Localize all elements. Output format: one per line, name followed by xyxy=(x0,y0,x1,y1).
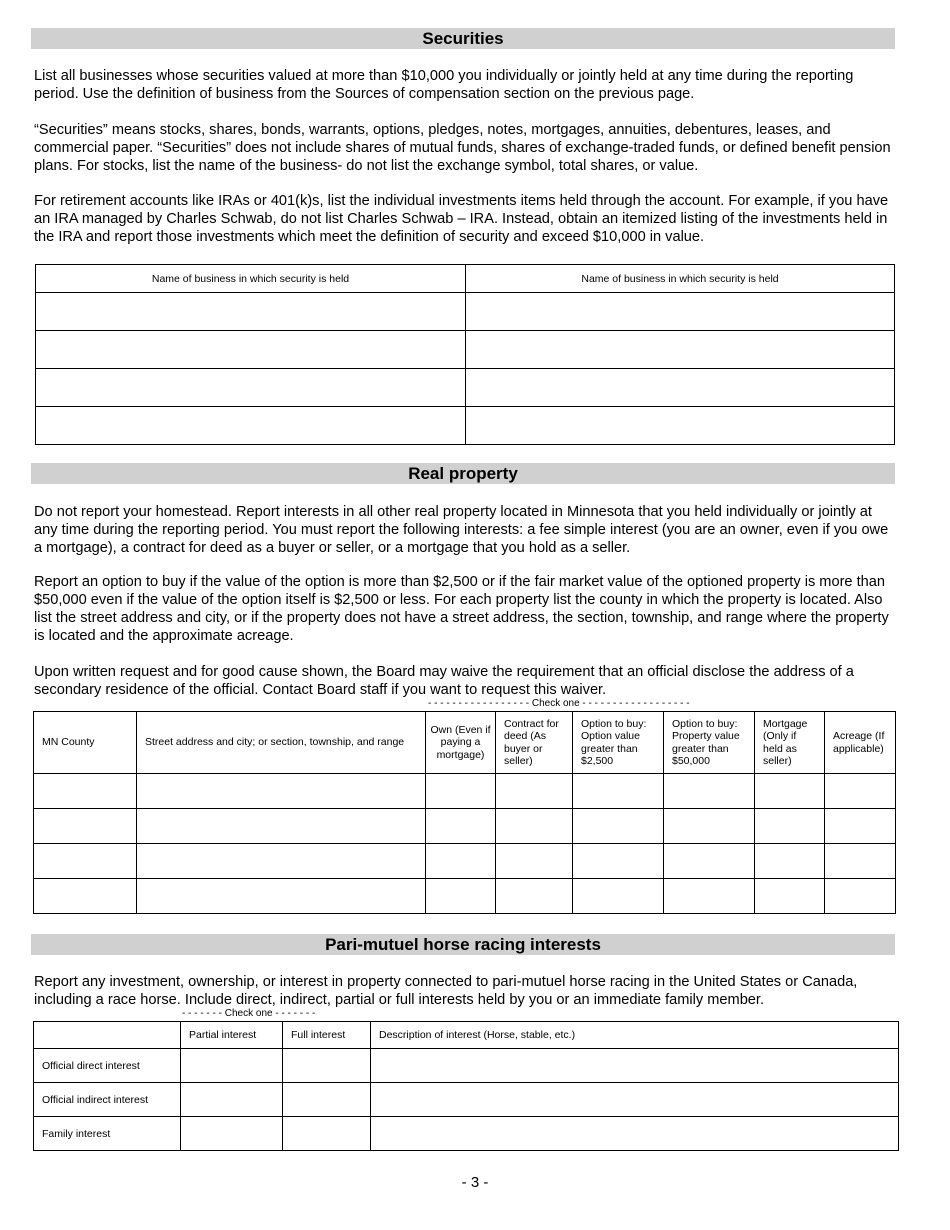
table-row xyxy=(36,369,895,407)
table-row xyxy=(34,879,896,914)
contract-checkbox[interactable] xyxy=(496,844,573,879)
real-property-paragraph-2: Report an option to buy if the value of the option is more than $2,500 or if the fair market value of the optioned property is more than $50,000 even if the value of the option itself is $2,500 or less. For each property list the county in which the property is located. Also list the street address and city, or if the property does not have a street address, the section, township, and range where the property is located and the approximate acreage. xyxy=(34,574,889,644)
own-checkbox[interactable] xyxy=(426,809,496,844)
full-interest-checkbox[interactable] xyxy=(283,1083,371,1117)
option-value-checkbox[interactable] xyxy=(573,879,664,914)
securities-section-title: Securities xyxy=(31,28,895,49)
mortgage-checkbox[interactable] xyxy=(755,809,825,844)
securities-paragraph-3: For retirement accounts like IRAs or 401(k)s, list the individual investments items held through the account. For example, if you have an IRA managed by Charles Schwab, do not list Charles Schwab – IRA. Instead, obtain an itemized listing of the investments held in the IRA and report those investments which meet the definition of security and exceed $10,000 in value. xyxy=(34,193,889,245)
option-property-checkbox[interactable] xyxy=(664,844,755,879)
table-row xyxy=(34,1049,899,1083)
acreage-field[interactable] xyxy=(825,809,896,844)
header-own: Own (Even if paying a mortgage) xyxy=(426,712,496,774)
county-field[interactable] xyxy=(34,879,137,914)
securities-entry-field[interactable] xyxy=(36,331,466,369)
securities-paragraph-1: List all businesses whose securities valued at more than $10,000 you individually or jointly held at any time during the reporting period. Use the definition of business from the Sources of compensation section on the previous page. xyxy=(34,68,854,102)
address-field[interactable] xyxy=(137,844,426,879)
partial-interest-checkbox[interactable] xyxy=(181,1083,283,1117)
securities-entry-field[interactable] xyxy=(466,369,895,407)
address-field[interactable] xyxy=(137,809,426,844)
securities-entry-field[interactable] xyxy=(36,293,466,331)
full-interest-checkbox[interactable] xyxy=(283,1049,371,1083)
table-row xyxy=(36,293,895,331)
description-field[interactable] xyxy=(371,1117,899,1151)
header-acreage: Acreage (If applicable) xyxy=(825,712,896,774)
address-field[interactable] xyxy=(137,774,426,809)
header-street-address: Street address and city; or section, township, and range xyxy=(137,712,426,774)
acreage-field[interactable] xyxy=(825,879,896,914)
securities-entry-field[interactable] xyxy=(466,407,895,445)
header-description: Description of interest (Horse, stable, etc.) xyxy=(371,1022,899,1049)
header-partial-interest: Partial interest xyxy=(181,1022,283,1049)
securities-entry-field[interactable] xyxy=(36,407,466,445)
contract-checkbox[interactable] xyxy=(496,774,573,809)
description-field[interactable] xyxy=(371,1049,899,1083)
header-option-value: Option to buy: Option value greater than $2,500 xyxy=(573,712,664,774)
row-label-direct: Official direct interest xyxy=(34,1049,181,1083)
option-property-checkbox[interactable] xyxy=(664,809,755,844)
page-number: - 3 - xyxy=(461,1174,489,1191)
county-field[interactable] xyxy=(34,809,137,844)
row-label-family: Family interest xyxy=(34,1117,181,1151)
real-property-check-one-label: - - - - - - - - - - - - - - - - - Check one - - - - - - - - - - - - - - - - - - xyxy=(428,698,690,709)
partial-interest-checkbox[interactable] xyxy=(181,1049,283,1083)
table-row xyxy=(36,407,895,445)
own-checkbox[interactable] xyxy=(426,774,496,809)
header-blank xyxy=(34,1022,181,1049)
mortgage-checkbox[interactable] xyxy=(755,879,825,914)
acreage-field[interactable] xyxy=(825,844,896,879)
address-field[interactable] xyxy=(137,879,426,914)
option-value-checkbox[interactable] xyxy=(573,809,664,844)
real-property-section-title: Real property xyxy=(31,463,895,484)
table-row xyxy=(34,844,896,879)
securities-entry-field[interactable] xyxy=(466,293,895,331)
horse-racing-section-title: Pari-mutuel horse racing interests xyxy=(31,934,895,955)
real-property-paragraph-3: Upon written request and for good cause shown, the Board may waive the requirement that an official disclose the address of a secondary residence of the official. Contact Board staff if you want to request this waiver. xyxy=(34,664,854,698)
option-value-checkbox[interactable] xyxy=(573,844,664,879)
real-property-table xyxy=(33,711,896,914)
table-row xyxy=(36,331,895,369)
option-property-checkbox[interactable] xyxy=(664,879,755,914)
option-value-checkbox[interactable] xyxy=(573,774,664,809)
securities-paragraph-2: “Securities” means stocks, shares, bonds, warrants, options, pledges, notes, mortgages, annuities, debentures, leases, and commercial paper. “Securities” does not include shares of mutual funds, shares of exchange-traded funds, or defined benefit pension plans. For stocks, list the name of the business- do not list the exchange symbol, total shares, or value. xyxy=(34,122,891,174)
header-contract-for-deed: Contract for deed (As buyer or seller) xyxy=(496,712,573,774)
header-mortgage: Mortgage (Only if held as seller) xyxy=(755,712,825,774)
option-property-checkbox[interactable] xyxy=(664,774,755,809)
horse-racing-check-one-label: - - - - - - - Check one - - - - - - - xyxy=(182,1008,316,1019)
own-checkbox[interactable] xyxy=(426,879,496,914)
horse-racing-paragraph: Report any investment, ownership, or interest in property connected to pari-mutuel horse racing in the United States or Canada, including a race horse. Include direct, indirect, partial or full interests held by you or an immediate family member. xyxy=(34,974,858,1008)
header-mn-county: MN County xyxy=(34,712,137,774)
county-field[interactable] xyxy=(34,774,137,809)
securities-header-right: Name of business in which security is held xyxy=(466,265,895,293)
contract-checkbox[interactable] xyxy=(496,879,573,914)
table-row xyxy=(34,1083,899,1117)
header-option-property-value: Option to buy: Property value greater than $50,000 xyxy=(664,712,755,774)
row-label-indirect: Official indirect interest xyxy=(34,1083,181,1117)
table-row xyxy=(34,1117,899,1151)
mortgage-checkbox[interactable] xyxy=(755,774,825,809)
partial-interest-checkbox[interactable] xyxy=(181,1117,283,1151)
own-checkbox[interactable] xyxy=(426,844,496,879)
contract-checkbox[interactable] xyxy=(496,809,573,844)
securities-table xyxy=(35,264,895,445)
header-full-interest: Full interest xyxy=(283,1022,371,1049)
securities-header-left: Name of business in which security is held xyxy=(36,265,466,293)
table-row xyxy=(34,774,896,809)
county-field[interactable] xyxy=(34,844,137,879)
mortgage-checkbox[interactable] xyxy=(755,844,825,879)
acreage-field[interactable] xyxy=(825,774,896,809)
securities-entry-field[interactable] xyxy=(36,369,466,407)
securities-entry-field[interactable] xyxy=(466,331,895,369)
description-field[interactable] xyxy=(371,1083,899,1117)
table-row xyxy=(34,809,896,844)
full-interest-checkbox[interactable] xyxy=(283,1117,371,1151)
real-property-paragraph-1: Do not report your homestead. Report interests in all other real property located in Minnesota that you held individually or jointly at any time during the reporting period. You must report the following interests: a fee simple interest (you are an owner, even if you owe a mortgage), a contract for deed as a buyer or seller, or a mortgage that you hold as a seller. xyxy=(34,504,889,556)
horse-racing-table xyxy=(33,1021,899,1151)
